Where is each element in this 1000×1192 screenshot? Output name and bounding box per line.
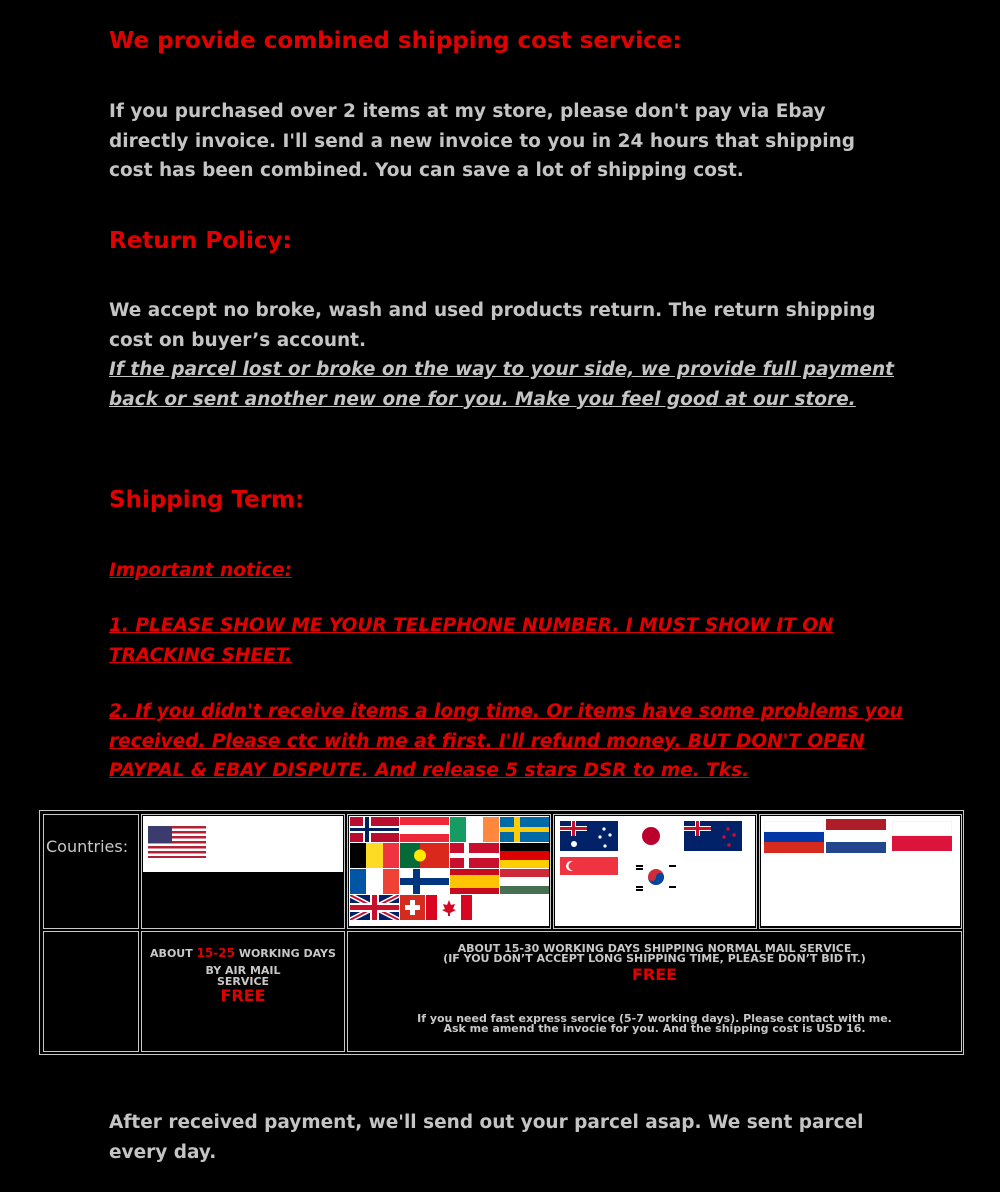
austria-flag-icon: [400, 817, 449, 842]
portugal-flag-icon: [400, 843, 449, 868]
shipping-table: [39, 810, 964, 1055]
asia-pacific-flags-cell: [553, 814, 757, 929]
air-mail-description: [142, 946, 344, 1005]
combined-shipping-text: If you purchased over 2 items at my store, please don't pay via Ebay directly invoice. I'll send a new invoice to you in 24 hours that shipping cost has been combined. You can save a lot of shipping cost.: [109, 101, 856, 181]
countries-label: Countries:: [46, 837, 129, 856]
air-mail-days: 15-25: [196, 946, 235, 960]
ireland-flag-icon: [450, 817, 499, 842]
singapore-flag-icon: [560, 857, 618, 893]
normal-mail-price: FREE: [631, 965, 678, 984]
japan-flag-icon: [622, 821, 680, 851]
finland-flag-icon: [400, 869, 449, 894]
air-mail-price: FREE: [220, 986, 266, 1005]
switzerland-flag-icon: [400, 895, 425, 920]
australia-flag-icon: [560, 821, 618, 851]
france-flag-icon: [350, 869, 399, 894]
eastern-europe-flags-cell: [759, 814, 962, 929]
europe-flags-cell: [347, 814, 551, 929]
return-guarantee-text: If the parcel lost or broke on the way to your side, we provide full payment back or sent another new one for you. Make you feel good at our store.: [109, 359, 894, 410]
spain-flag-icon: [450, 869, 499, 894]
norway-flag-icon: [350, 817, 399, 842]
after-payment-text: After received payment, we'll send out your parcel asap. We sent parcel every day.: [109, 1112, 864, 1163]
express-line2: Ask me amend the invocie for you. And the shipping cost is USD 16.: [443, 1022, 866, 1035]
russia-flag-icon: [764, 821, 824, 853]
new-zealand-flag-icon: [684, 821, 742, 851]
air-mail-cell: [141, 931, 345, 1052]
sweden-flag-icon: [500, 817, 549, 842]
normal-mail-line1: ABOUT 15-30 WORKING DAYS SHIPPING NORMAL MAIL SERVICE: [457, 942, 852, 955]
shipping-term-heading: Shipping Term:: [109, 487, 305, 513]
hungary-flag-icon: [500, 869, 549, 894]
normal-mail-cell: [347, 931, 962, 1052]
canada-flag-icon: [426, 895, 472, 920]
us-flags-cell: [141, 814, 345, 929]
denmark-flag-icon: [450, 843, 499, 868]
return-policy-heading: Return Policy:: [109, 228, 292, 254]
blank-cell: [43, 931, 139, 1052]
air-mail-about: ABOUT: [150, 947, 193, 960]
belgium-flag-icon: [350, 843, 399, 868]
notice-dispute: 2. If you didn't receive items a long time. Or items have some problems you received. Please ctc with me at first. I'll refund money. BUT DON'T OPEN PAYPAL & EBAY DISPUTE. And release 5 stars DSR to me. Tks.: [109, 701, 903, 781]
germany-flag-icon: [500, 843, 549, 868]
combined-shipping-heading: We provide combined shipping cost service:: [109, 28, 682, 54]
express-line1: If you need fast express service (5-7 working days). Please contact with me.: [417, 1012, 892, 1025]
air-mail-working-days: WORKING DAYS: [238, 947, 336, 960]
netherlands-flag-icon: [826, 819, 886, 853]
usa-flag-icon: [148, 826, 206, 858]
poland-flag-icon: [892, 821, 952, 851]
air-mail-service-line: SERVICE: [216, 975, 270, 988]
uk-flag-icon: [350, 895, 399, 920]
normal-mail-line2: (IF YOU DON’T ACCEPT LONG SHIPPING TIME, PLEASE DON’T BID IT.): [443, 952, 866, 965]
express-service-description: [348, 1014, 961, 1034]
normal-mail-description: [348, 942, 961, 984]
notice-telephone: 1. PLEASE SHOW ME YOUR TELEPHONE NUMBER. I MUST SHOW IT ON TRACKING SHEET.: [109, 615, 834, 666]
important-notice-label: Important notice:: [109, 560, 292, 581]
air-mail-by-line: BY AIR MAIL: [205, 964, 281, 977]
south-korea-flag-icon: [630, 859, 682, 895]
countries-label-cell: [43, 814, 139, 929]
return-policy-text: We accept no broke, wash and used products return. The return shipping cost on buyer’s account.: [109, 300, 876, 351]
